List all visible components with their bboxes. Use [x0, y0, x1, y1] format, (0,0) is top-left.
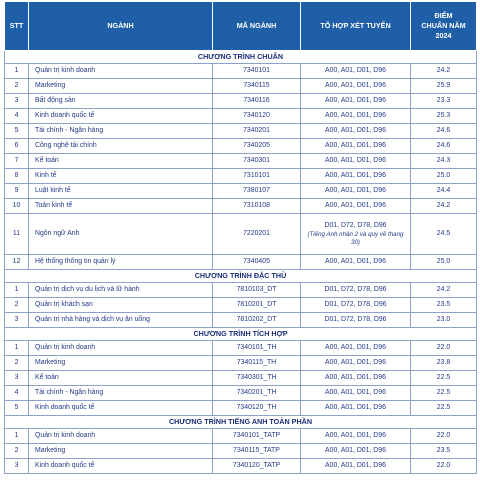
row-stt: 1: [5, 429, 29, 444]
row-stt: 5: [5, 401, 29, 416]
row-major-name: Marketing: [29, 356, 213, 371]
row-score: 24.6: [411, 124, 477, 139]
row-major-code: 7810201_DT: [213, 298, 301, 313]
row-combo: A00, A01, D01, D96: [301, 401, 411, 416]
table-row: [5, 429, 477, 444]
table-row: [5, 199, 477, 214]
row-stt: 9: [5, 184, 29, 199]
row-stt: 4: [5, 109, 29, 124]
section-row: [5, 328, 477, 341]
table-row: [5, 169, 477, 184]
row-combo: A00, A01, D01, D96: [301, 444, 411, 459]
row-stt: 2: [5, 298, 29, 313]
row-combo: A00, A01, D01, D96: [301, 64, 411, 79]
row-combo: A00, A01, D01, D96: [301, 184, 411, 199]
row-major-name: Quản trị nhà hàng và dịch vụ ăn uống: [29, 313, 213, 328]
row-combo: D01, D72, D78, D96: [301, 283, 411, 298]
row-major-name: Marketing: [29, 444, 213, 459]
row-major-name: Hệ thống thông tin quản lý: [29, 255, 213, 270]
row-major-name: Quản trị kinh doanh: [29, 429, 213, 444]
header-major: NGÀNH: [29, 2, 213, 51]
row-major-name: Toán kinh tế: [29, 199, 213, 214]
row-stt: 3: [5, 94, 29, 109]
table-row: [5, 459, 477, 474]
row-stt: 11: [5, 214, 29, 255]
row-major-code: 7310108: [213, 199, 301, 214]
section-row: [5, 51, 477, 64]
section-title: CHƯƠNG TRÌNH TIẾNG ANH TOÀN PHẦN: [5, 416, 477, 429]
header-row: [5, 2, 477, 51]
row-major-code: 7340115_TH: [213, 356, 301, 371]
section-row: [5, 270, 477, 283]
header-combo: TỔ HỢP XÉT TUYỂN: [301, 2, 411, 51]
row-stt: 6: [5, 139, 29, 154]
row-combo: A00, A01, D01, D96: [301, 154, 411, 169]
row-major-code: 7340301_TH: [213, 371, 301, 386]
row-combo: A00, A01, D01, D96: [301, 429, 411, 444]
row-stt: 8: [5, 169, 29, 184]
row-major-code: 7340405: [213, 255, 301, 270]
row-stt: 4: [5, 386, 29, 401]
row-score: 22.5: [411, 401, 477, 416]
row-major-code: 7340120: [213, 109, 301, 124]
row-combo: D01, D72, D78, D96: [301, 313, 411, 328]
row-score: 24.2: [411, 64, 477, 79]
table-body: [5, 51, 477, 474]
table-header: [5, 2, 477, 51]
row-major-name: Kinh doanh quốc tế: [29, 459, 213, 474]
row-combo: A00, A01, D01, D96: [301, 199, 411, 214]
row-stt: 2: [5, 444, 29, 459]
row-major-code: 7340120_TH: [213, 401, 301, 416]
table-row: [5, 298, 477, 313]
row-stt: 1: [5, 341, 29, 356]
table-row: [5, 214, 477, 255]
row-score: 25.0: [411, 169, 477, 184]
row-combo: A00, A01, D01, D96: [301, 109, 411, 124]
row-major-code: 7810202_DT: [213, 313, 301, 328]
row-score: 24.2: [411, 283, 477, 298]
row-score: 24.4: [411, 184, 477, 199]
row-stt: 7: [5, 154, 29, 169]
table-row: [5, 154, 477, 169]
row-major-code: 7340101_TATP: [213, 429, 301, 444]
header-score-line2: CHUẨN NĂM: [421, 21, 466, 30]
row-score: 23.5: [411, 298, 477, 313]
row-stt: 1: [5, 64, 29, 79]
table-row: [5, 401, 477, 416]
row-major-name: Quản trị khách sạn: [29, 298, 213, 313]
table-row: [5, 64, 477, 79]
row-major-code: 7380107: [213, 184, 301, 199]
row-score: 24.6: [411, 139, 477, 154]
row-score: 23.0: [411, 313, 477, 328]
row-combo-note: (Tiếng Anh nhân 2 và quy về thang 30): [307, 230, 404, 246]
row-score: 23.3: [411, 94, 477, 109]
row-combo: [301, 214, 411, 255]
row-major-code: 7340301: [213, 154, 301, 169]
row-score: 22.5: [411, 371, 477, 386]
row-major-name: Kinh tế: [29, 169, 213, 184]
row-major-name: Công nghệ tài chính: [29, 139, 213, 154]
row-combo: A00, A01, D01, D96: [301, 139, 411, 154]
row-score: 22.0: [411, 341, 477, 356]
header-score: [411, 2, 477, 51]
row-score: 23.8: [411, 356, 477, 371]
row-major-name: Kinh doanh quốc tế: [29, 109, 213, 124]
row-combo: A00, A01, D01, D96: [301, 371, 411, 386]
row-stt: 2: [5, 79, 29, 94]
row-major-code: 7340205: [213, 139, 301, 154]
row-major-name: Marketing: [29, 79, 213, 94]
row-major-code: 7340101: [213, 64, 301, 79]
table-row: [5, 124, 477, 139]
section-row: [5, 416, 477, 429]
row-score: 25.3: [411, 109, 477, 124]
row-combo: A00, A01, D01, D96: [301, 341, 411, 356]
row-major-code: 7340116: [213, 94, 301, 109]
row-major-code: 7340101_TH: [213, 341, 301, 356]
row-score: 25.0: [411, 255, 477, 270]
row-score: 25.9: [411, 79, 477, 94]
row-major-name: Quản trị kinh doanh: [29, 341, 213, 356]
row-stt: 10: [5, 199, 29, 214]
row-combo: A00, A01, D01, D96: [301, 356, 411, 371]
row-major-name: Ngôn ngữ Anh: [29, 214, 213, 255]
row-major-name: Bất động sản: [29, 94, 213, 109]
row-score: 24.3: [411, 154, 477, 169]
table-row: [5, 386, 477, 401]
row-score: 22.5: [411, 386, 477, 401]
row-major-name: Kinh doanh quốc tế: [29, 401, 213, 416]
row-score: 24.2: [411, 199, 477, 214]
table-row: [5, 341, 477, 356]
row-major-name: Luật kinh tế: [29, 184, 213, 199]
admission-scores-table: [4, 1, 477, 474]
row-combo: A00, A01, D01, D96: [301, 255, 411, 270]
row-major-code: 7340115: [213, 79, 301, 94]
table-row: [5, 371, 477, 386]
table-row: [5, 255, 477, 270]
header-score-line1: ĐIỂM: [434, 11, 453, 20]
row-combo-value: D01, D72, D78, D96: [324, 221, 387, 229]
row-stt: 3: [5, 459, 29, 474]
row-score: 23.5: [411, 444, 477, 459]
table-row: [5, 356, 477, 371]
row-major-code: 7340115_TATP: [213, 444, 301, 459]
row-stt: 12: [5, 255, 29, 270]
row-stt: 3: [5, 371, 29, 386]
table-row: [5, 313, 477, 328]
table-row: [5, 79, 477, 94]
header-stt: STT: [5, 2, 29, 51]
header-code: MÃ NGÀNH: [213, 2, 301, 51]
row-stt: 2: [5, 356, 29, 371]
row-score: 24.5: [411, 214, 477, 255]
row-combo: A00, A01, D01, D96: [301, 169, 411, 184]
table-row: [5, 444, 477, 459]
section-title: CHƯƠNG TRÌNH TÍCH HỢP: [5, 328, 477, 341]
row-combo: A00, A01, D01, D96: [301, 386, 411, 401]
table-row: [5, 109, 477, 124]
row-score: 22.0: [411, 459, 477, 474]
row-major-name: Tài chính - Ngân hàng: [29, 124, 213, 139]
section-title: CHƯƠNG TRÌNH CHUẨN: [5, 51, 477, 64]
row-major-code: 7310101: [213, 169, 301, 184]
table-row: [5, 283, 477, 298]
row-combo: D01, D72, D78, D96: [301, 298, 411, 313]
row-major-name: Tài chính - Ngân hàng: [29, 386, 213, 401]
header-score-line3: 2024: [435, 31, 452, 40]
row-major-name: Quản trị dịch vụ du lịch và lữ hành: [29, 283, 213, 298]
row-major-code: 7340201: [213, 124, 301, 139]
admission-scores-table-wrapper: [4, 1, 476, 474]
table-row: [5, 139, 477, 154]
row-stt: 3: [5, 313, 29, 328]
row-stt: 1: [5, 283, 29, 298]
table-row: [5, 184, 477, 199]
row-combo: A00, A01, D01, D96: [301, 459, 411, 474]
row-major-name: Kế toán: [29, 371, 213, 386]
row-score: 22.0: [411, 429, 477, 444]
row-combo: A00, A01, D01, D96: [301, 124, 411, 139]
row-major-code: 7340201_TH: [213, 386, 301, 401]
row-stt: 5: [5, 124, 29, 139]
row-major-code: 7340120_TATP: [213, 459, 301, 474]
section-title: CHƯƠNG TRÌNH ĐẶC THÙ: [5, 270, 477, 283]
table-row: [5, 94, 477, 109]
row-combo: A00, A01, D01, D96: [301, 79, 411, 94]
row-major-name: Quản trị kinh doanh: [29, 64, 213, 79]
row-major-name: Kế toán: [29, 154, 213, 169]
row-major-code: 7810103_DT: [213, 283, 301, 298]
row-major-code: 7220201: [213, 214, 301, 255]
row-combo: A00, A01, D01, D96: [301, 94, 411, 109]
